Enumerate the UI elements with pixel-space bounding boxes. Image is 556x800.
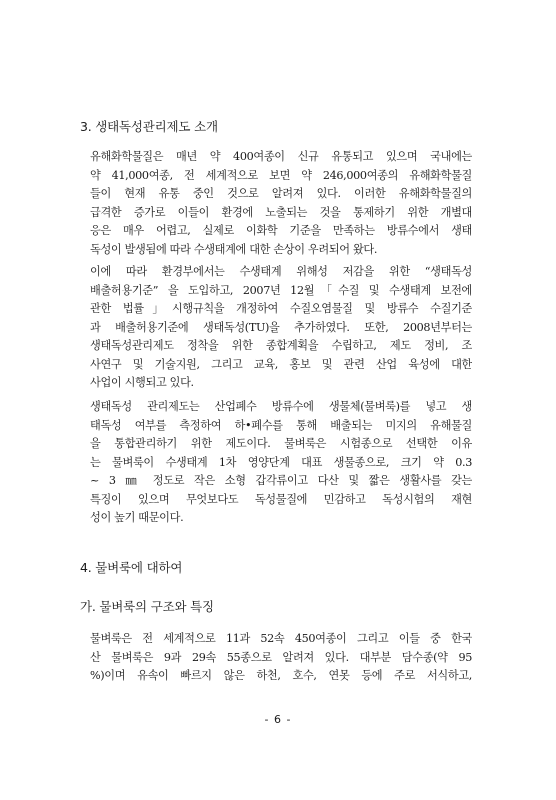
- paragraph-line: 을 통합관리하기 위한 제도이다. 물벼룩은 시험종으로 선택한 이유: [90, 437, 472, 450]
- paragraph-line: 이에 따라 환경부에서는 수생태계 위해성 저감을 위한 “생태독성: [90, 265, 472, 278]
- paragraph-line: 유해화학물질은 매년 약 400여종이 신규 유통되고 있으며 국내에는: [90, 150, 472, 163]
- paragraph-line: 사연구 및 기술지원, 그리고 교육, 홍보 및 관련 산업 육성에 대한: [90, 357, 472, 371]
- page-number: - 6 -: [264, 713, 292, 726]
- paragraph-line: ~ 3 ㎜ 정도로 작은 소형 갑각류이고 다산 및 짧은 생활사를 갖는: [90, 474, 472, 487]
- paragraph-line: 응은 매우 어렵고, 실제로 이화학 기준을 만족하는 방류수에서 생태: [90, 224, 472, 237]
- paragraph-line: 특징이 있으며 무엇보다도 독성물질에 민감하고 독성시험의 재현: [90, 492, 472, 506]
- paragraph-line: 과 배출허용기준에 생태독성(TU)을 추가하였다. 또한, 2008년부터는: [90, 320, 472, 334]
- section-3-heading: 3. 생태독성관리제도 소개: [80, 119, 218, 134]
- section-3-paragraph-3: [90, 398, 472, 528]
- section-4-heading: 4. 물벼룩에 대하여: [80, 560, 183, 575]
- paragraph-line: 약 41,000여종, 전 세계적으로 보면 약 246,000여종의 유해화학물질: [90, 168, 472, 182]
- paragraph-line: 관한 법률」시행규칙을 개정하여 수질오염물질 및 방류수 수질기준: [90, 302, 472, 315]
- section-3-paragraph-2: [90, 263, 472, 393]
- paragraph-line: 태독성 여부를 측정하여 하•폐수를 통해 배출되는 미지의 유해물질: [90, 418, 472, 432]
- paragraph-line: 생태독성관리제도 정착을 위한 종합계획을 수립하고, 제도 정비, 조: [90, 339, 472, 352]
- paragraph-line: 급격한 증가로 이들이 환경에 노출되는 것을 통제하기 위한 개별대: [90, 205, 472, 219]
- paragraph-line: 물벼룩은 전 세계적으로 11과 52속 450여종이 그리고 이들 중 한국: [90, 632, 472, 645]
- paragraph-line: 들이 현재 유통 중인 것으로 알려져 있다. 이러한 유해화학물질의: [90, 187, 472, 200]
- section-3-paragraph-1: [90, 148, 472, 259]
- paragraph-line: 생태독성 관리제도는 산업폐수 방류수에 생물체(물벼룩)를 넣고 생: [90, 400, 472, 413]
- paragraph-line: 산 물벼룩은 9과 29속 55종으로 알려져 있다. 대부분 담수종(약 95: [90, 650, 472, 664]
- paragraph-line: 사업이 시행되고 있다.: [90, 376, 194, 389]
- section-4-subheading: 가. 물벼룩의 구조와 특징: [80, 599, 214, 614]
- section-4-paragraph-1: [90, 630, 472, 686]
- paragraph-line: 배출허용기준” 을 도입하고, 2007년 12월「수질 및 수생태계 보전에: [90, 283, 472, 297]
- paragraph-line: %)이며 유속이 빠르지 않은 하천, 호수, 연못 등에 주로 서식하고,: [90, 669, 472, 682]
- paragraph-line: 는 물벼룩이 수생태계 1차 영양단계 대표 생물종으로, 크기 약 0.3: [90, 455, 472, 469]
- paragraph-line: 독성이 발생됨에 따라 수생태계에 대한 손상이 우려되어 왔다.: [90, 242, 378, 256]
- paragraph-line: 성이 높기 때문이다.: [90, 511, 184, 524]
